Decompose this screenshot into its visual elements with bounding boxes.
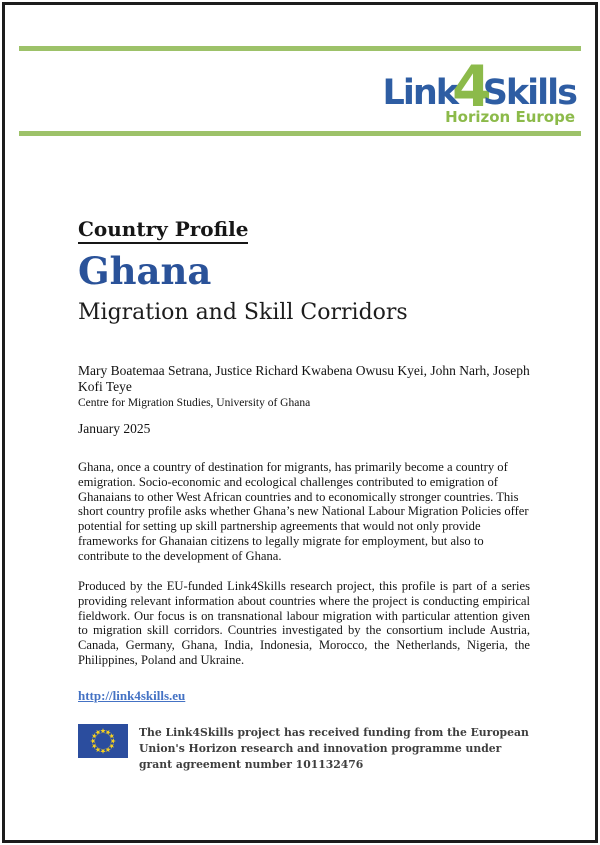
project-link[interactable]: http://link4skills.eu — [78, 688, 186, 703]
project-link-row — [78, 688, 530, 704]
top-divider-line — [19, 46, 581, 51]
authors-line: Mary Boatemaa Setrana, Justice Richard Kwabena Owusu Kyei, John Narh, Joseph Kofi Teye — [78, 363, 530, 395]
logo-text-skills: Skills — [482, 73, 576, 113]
page-subtitle: Migration and Skill Corridors — [78, 300, 408, 325]
logo-text-link: Link — [382, 73, 458, 113]
link4skills-logo — [382, 54, 576, 126]
eu-flag-icon — [78, 724, 128, 758]
kicker-country-profile — [78, 217, 530, 241]
kicker-underlined-text: Country Profile — [78, 217, 248, 244]
header-divider-line — [19, 131, 581, 136]
affiliation-line: Centre for Migration Studies, University of Ghana — [78, 397, 311, 409]
logo-subtitle: Horizon Europe — [445, 108, 575, 126]
document-page — [2, 2, 598, 843]
funding-statement: The Link4Skills project has received funding from the European Union's Horizon research and innovation programme under grant agreement number 101132476 — [139, 726, 529, 772]
intro-paragraph: Ghana, once a country of destination for migrants, has primarily become a country of emigration. Socio-economic and ecological challenges contributed to emigration of Ghanaians to other West African countries and to economically stronger countries. This short country profile asks whether Ghana’s new National Labour Migration Policies offer potential for setting up skill partnership agreements that would not only provide frameworks for Ghanaian citizens to legally migrate for employment, but also to contribute to the development of Ghana. — [78, 460, 529, 563]
publication-date: January 2025 — [78, 421, 151, 436]
logo-text-four: 4 — [452, 54, 492, 120]
project-paragraph: Produced by the EU-funded Link4Skills research project, this profile is part of a series providing relevant information about countries where the project is conducting empirical fieldwork. Our focus is on transnational labour migration with particular attention given to migration skill corridors. Countries investigated by the consortium include Austria, Canada, Germany, Ghana, India, Indonesia, Morocco, the Netherlands, Nigeria, the Philippines, Poland and Ukraine. — [78, 579, 530, 667]
funding-note — [78, 724, 530, 774]
page-title: Ghana — [78, 249, 212, 293]
